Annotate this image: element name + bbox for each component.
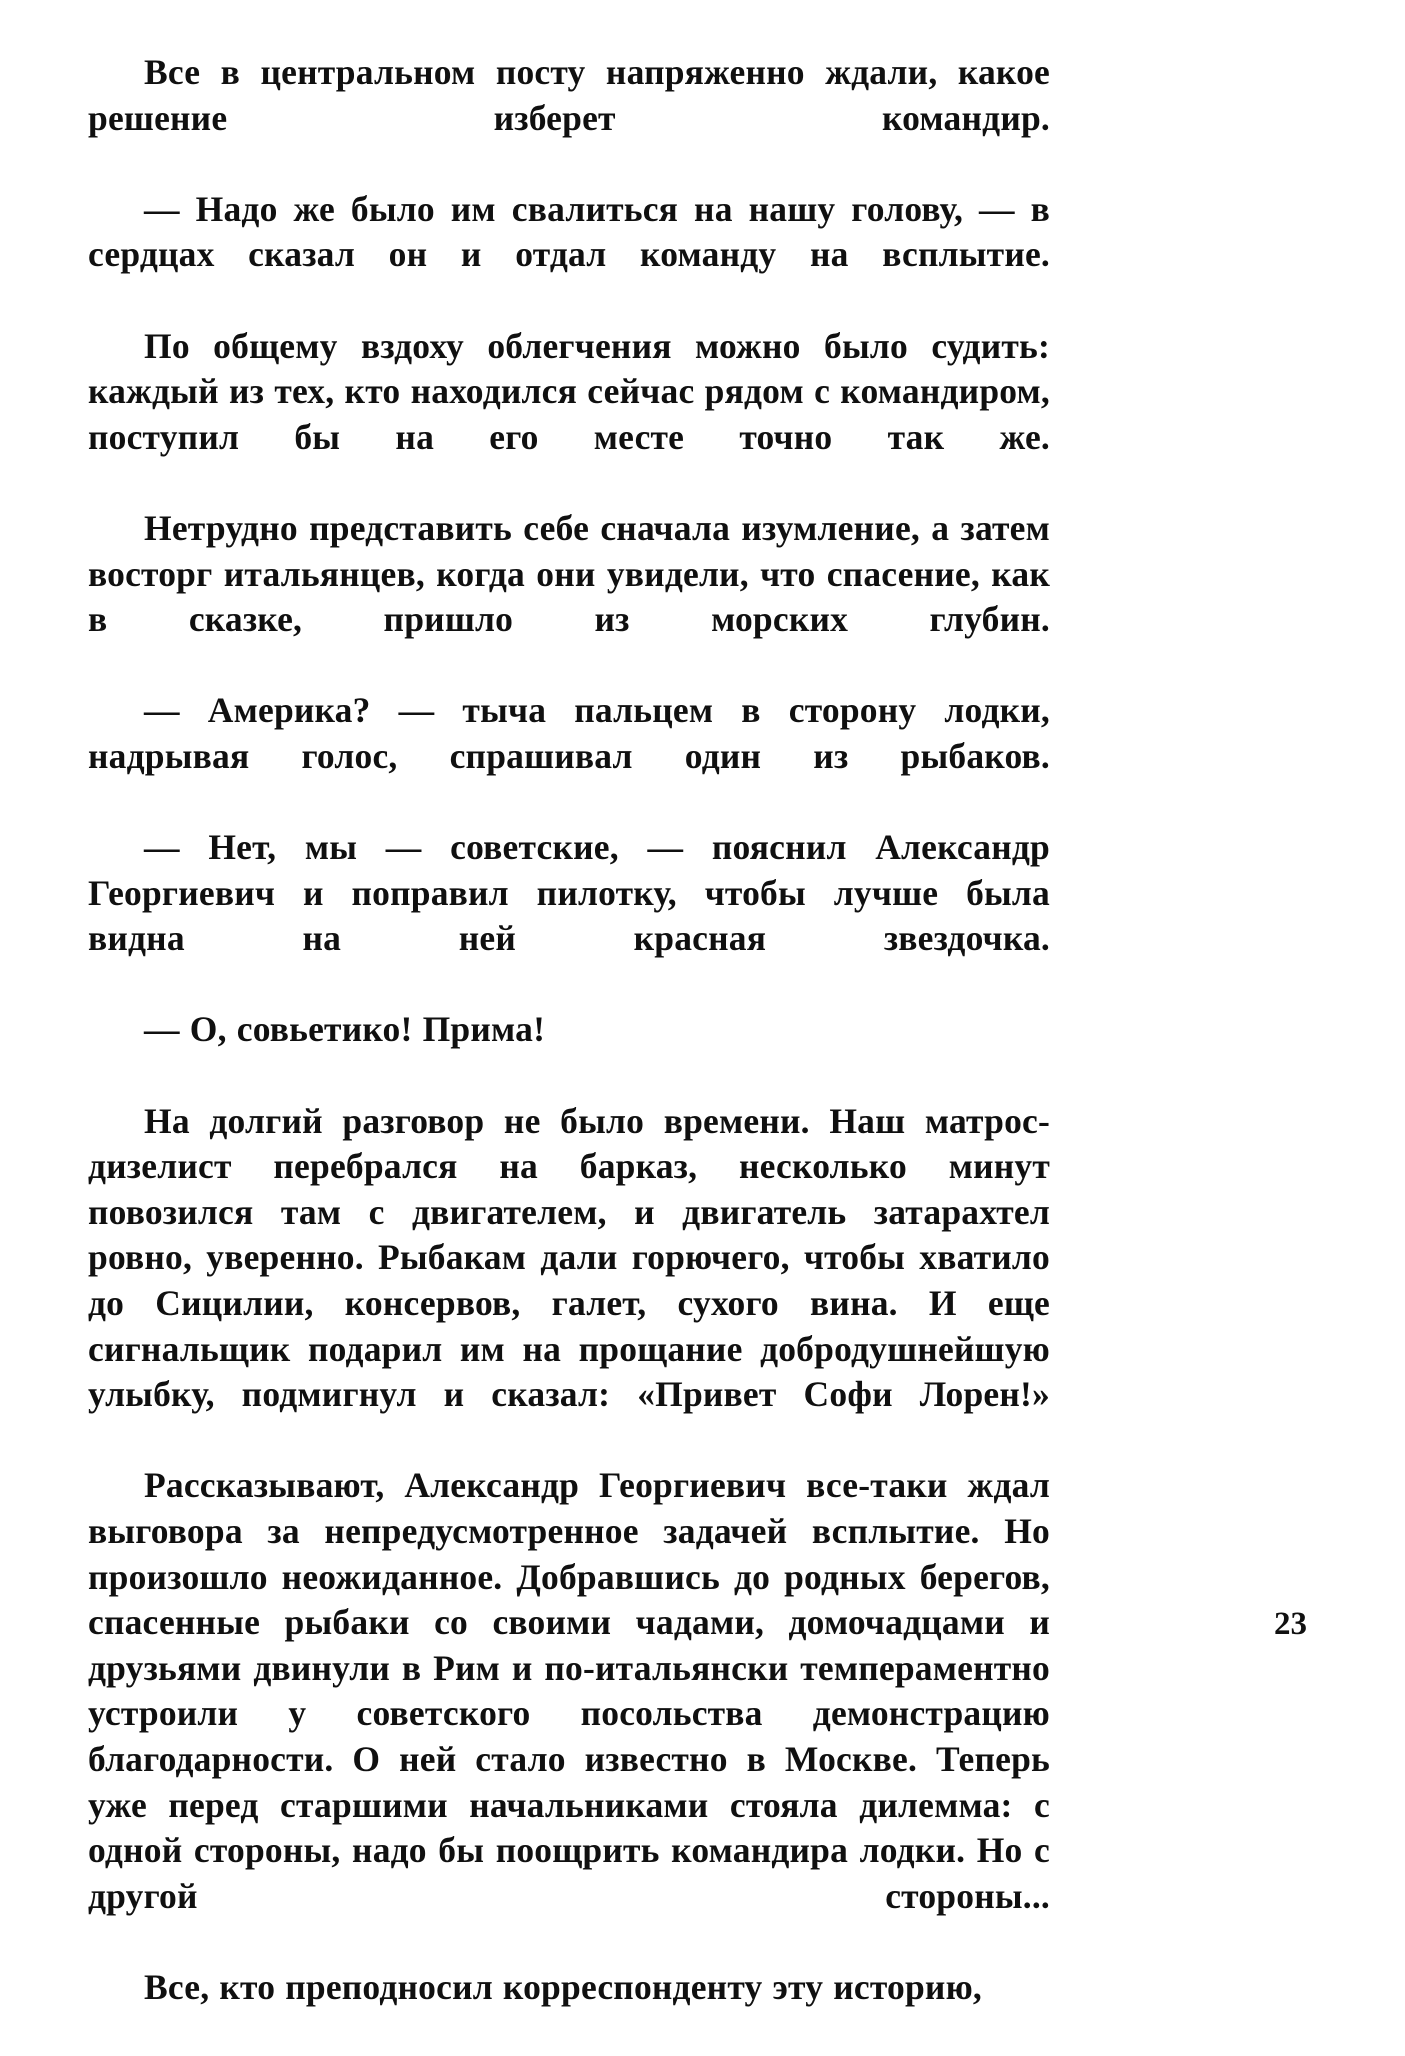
paragraph: — Надо же было им свалиться на нашу голову, — в сердцах сказал он и отдал команду на всплытие. xyxy=(88,188,1050,275)
page-number: 23 xyxy=(1274,1606,1307,1642)
paragraph: На долгий разговор не было времени. Наш матрос-дизелист перебрался на барказ, несколько минут повозился там с двигателем, и двигатель затарахтел ровно, уверенно. Рыбакам дали горючего, чтобы хватило до Сицилии, консервов, галет, сухого вина. И еще сигнальщик подарил им на прощание добродушнейшую улыбку, подмигнул и сказал: «Привет Софи Лорен!» xyxy=(88,1100,1050,1415)
paragraph: — Нет, мы — советские, — пояснил Александр Георгиевич и поправил пилотку, чтобы лучше была видна на ней красная звездочка. xyxy=(88,827,1050,959)
paragraph: По общему вздоху облегчения можно было судить: каждый из тех, кто находился сейчас рядом с командиром, поступил бы на его месте точно так же. xyxy=(88,325,1050,457)
paragraph: Все, кто преподносил корреспонденту эту историю, xyxy=(144,1966,982,2007)
paragraph: — О, совьетико! Прима! xyxy=(144,1009,546,1050)
paragraph: Нетрудно представить себе сначала изумление, а затем восторг итальянцев, когда они увидели, что спасение, как в сказке, пришло из морских глубин. xyxy=(88,507,1050,640)
paragraph: Рассказывают, Александр Георгиевич все-таки ждал выговора за непредусмотренное задачей всплытие. Но произошло неожиданное. Добравшись до родных берегов, спасенные рыбаки со своими чадами, домочадцами и друзьями двинули в Рим и по-итальянски темпераментно устроили у советского посольства демонстрацию благодарности. О ней стало известно в Москве. Теперь уже перед старшими начальниками стояла дилемма: с одной стороны, надо бы поощрить командира лодки. Но с другой стороны... xyxy=(88,1465,1050,1916)
paragraph: — Америка? — тыча пальцем в сторону лодки, надрывая голос, спрашивал один из рыбаков. xyxy=(88,690,1050,776)
page-text-body xyxy=(88,50,1050,2056)
paragraph: Все в центральном посту напряженно ждали, какое решение изберет командир. xyxy=(88,52,1050,138)
